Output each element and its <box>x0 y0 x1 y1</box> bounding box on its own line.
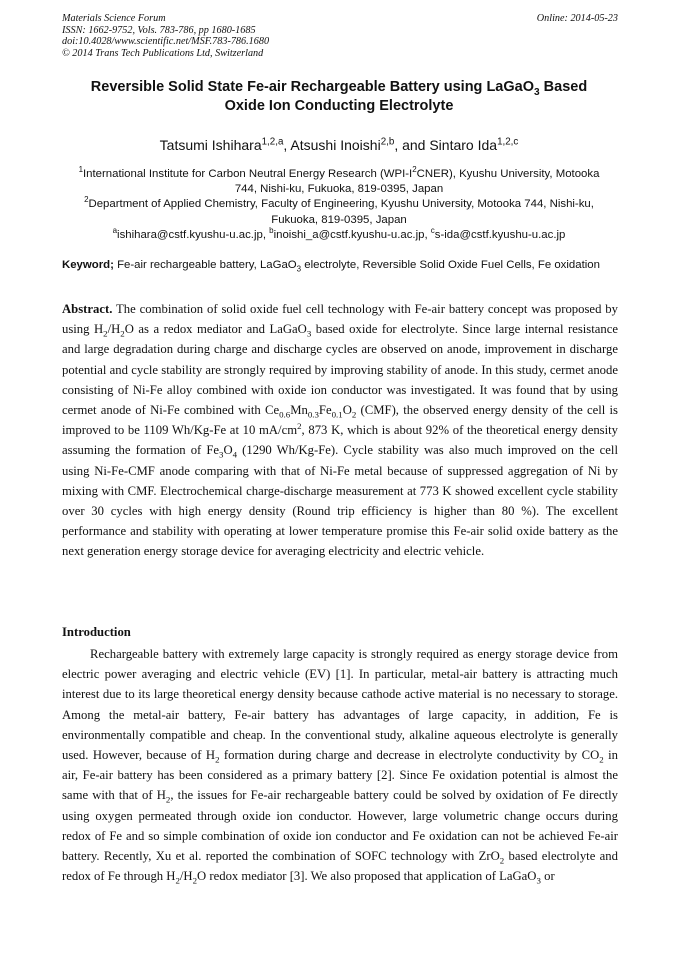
title-line2: Oxide Ion Conducting Electrolyte <box>224 98 454 114</box>
author-list: Tatsumi Ishihara$^{1,2,a}$, Atsushi Inoishi$^{2,b}$, and Sintaro Ida$^{1,2,c}$ <box>159 136 519 153</box>
abstract: Abstract. The combination of solid oxide fuel cell technology with Fe-air battery concept was proposed by using $H_2/H_2O$ as a redox mediator and LaGaO$_3$ based oxide for electrolyte. Since large internal resistance and large degradation during charge and discharge cycles are observed on anode, improvement in discharge potential and cycle stability are strongly required by improving stability of anode. In this study, cermet anode consisting of Ni-Fe alloy combined with oxide ion conductor was investigated. It was found that by using cermet anode of Ni-Fe combined with $Ce_{0.6}Mn_{0.3}Fe_{0.1}O_2$ (CMF), the observed energy density of the cell is improved to be 1109 Wh/Kg-Fe at 10 $mA/cm^2$, 873 K, which is about 92% of the theoretical energy density assuming the formation of $Fe_3O_4$ (1290 Wh/Kg-Fe). Cycle stability was also much improved on the cell using Ni-Fe-CMF anode comparing with that of Ni-Fe metal because of suppressed aggregation of Ni by mixing with CMF. Electrochemical charge-discharge measurement at 773 K showed excellent cycle stability over 30 cycles with high energy density (Round trip efficiency is higher than 80 %). The excellent performance and stability with operating at lower temperature promise this Fe-air solid oxide battery as the next generation energy storage device for averaging electricity and electric vehicle. <box>62 302 618 559</box>
issn: ISSN: 1662-9752, Vols. 783-786, pp 1680-1685 <box>62 24 256 36</box>
affiliation-2: $^2$Department of Applied Chemistry, Faculty of Engineering, Kyushu University, Motooka 744, Nishi-ku, Fukuoka, 819-0395, Japan <box>84 195 594 226</box>
introduction-heading: Introduction <box>62 625 131 639</box>
affiliation-1: $^1$International Institute for Carbon Neutral Energy Research $(WPI-I^2CNER)$, Kyushu University, Motooka 744, Nishi-ku, Fukuoka, 819-0395, Japan <box>78 165 600 196</box>
journal-name: Materials Science Forum <box>62 13 166 24</box>
title-line1: Reversible Solid State Fe-air Rechargeable Battery using LaGaO$_3$ Based <box>90 79 588 98</box>
online-date: Online: 2014-05-23 <box>536 13 618 24</box>
keywords: Keyword; Fe-air rechargeable battery, LaGaO$_3$ electrolyte, Reversible Solid Oxide Fuel Cells, Fe oxidation <box>62 259 600 274</box>
affiliations <box>70 167 608 243</box>
paper-title <box>40 78 638 116</box>
introduction-text: Rechargeable battery with extremely large capacity is strongly required as energy storage device from electric power averaging and electric vehicle (EV) [1]. In particular, metal-air battery is attracting much interest due to its large theoretical energy density because cathode active material is no necessary to storage. Among the metal-air battery, Fe-air battery has advantages of large capacity, in addition, Fe is environmentally compatible and cheap. In the conventional study, alkaline aqueous electrolyte is generally used. However, because of $H_2$ formation during charge and decrease in electrolyte conductivity by $CO_2$ in air, Fe-air battery has been considered as a primary battery [2]. Since Fe oxidation potential is almost the same with that of $H_2$, the issues for Fe-air rechargeable battery could be solved by oxidation of Fe directly using oxygen permeated through oxide ion conductor. However, large volumetric change occurs during redox of Fe and so simple combination of oxide ion conductor and Fe oxidation can not be achieved Fe-air battery. Recently, Xu et al. reported the combination of SOFC technology with ZrO$_2$ based electrolyte and redox of Fe through $H_2/H_2O$ redox mediator [3]. We also proposed that application of LaGaO$_3$ or <box>62 647 618 886</box>
abstract-label: Abstract. <box>62 302 113 316</box>
journal-header <box>62 13 618 59</box>
copyright: © 2014 Trans Tech Publications Ltd, Switzerland <box>62 47 264 59</box>
emails[interactable]: $^a$ishihara@cstf.kyushu-u.ac.jp, $^b$inoishi_a@cstf.kyushu-u.ac.jp, $^c$s-ida@cstf.kyushu-u.ac.jp <box>112 226 566 241</box>
doi: doi:10.4028/www.scientific.net/MSF.783-786.1680 <box>62 36 270 48</box>
keywords-label: Keyword; <box>62 259 114 271</box>
